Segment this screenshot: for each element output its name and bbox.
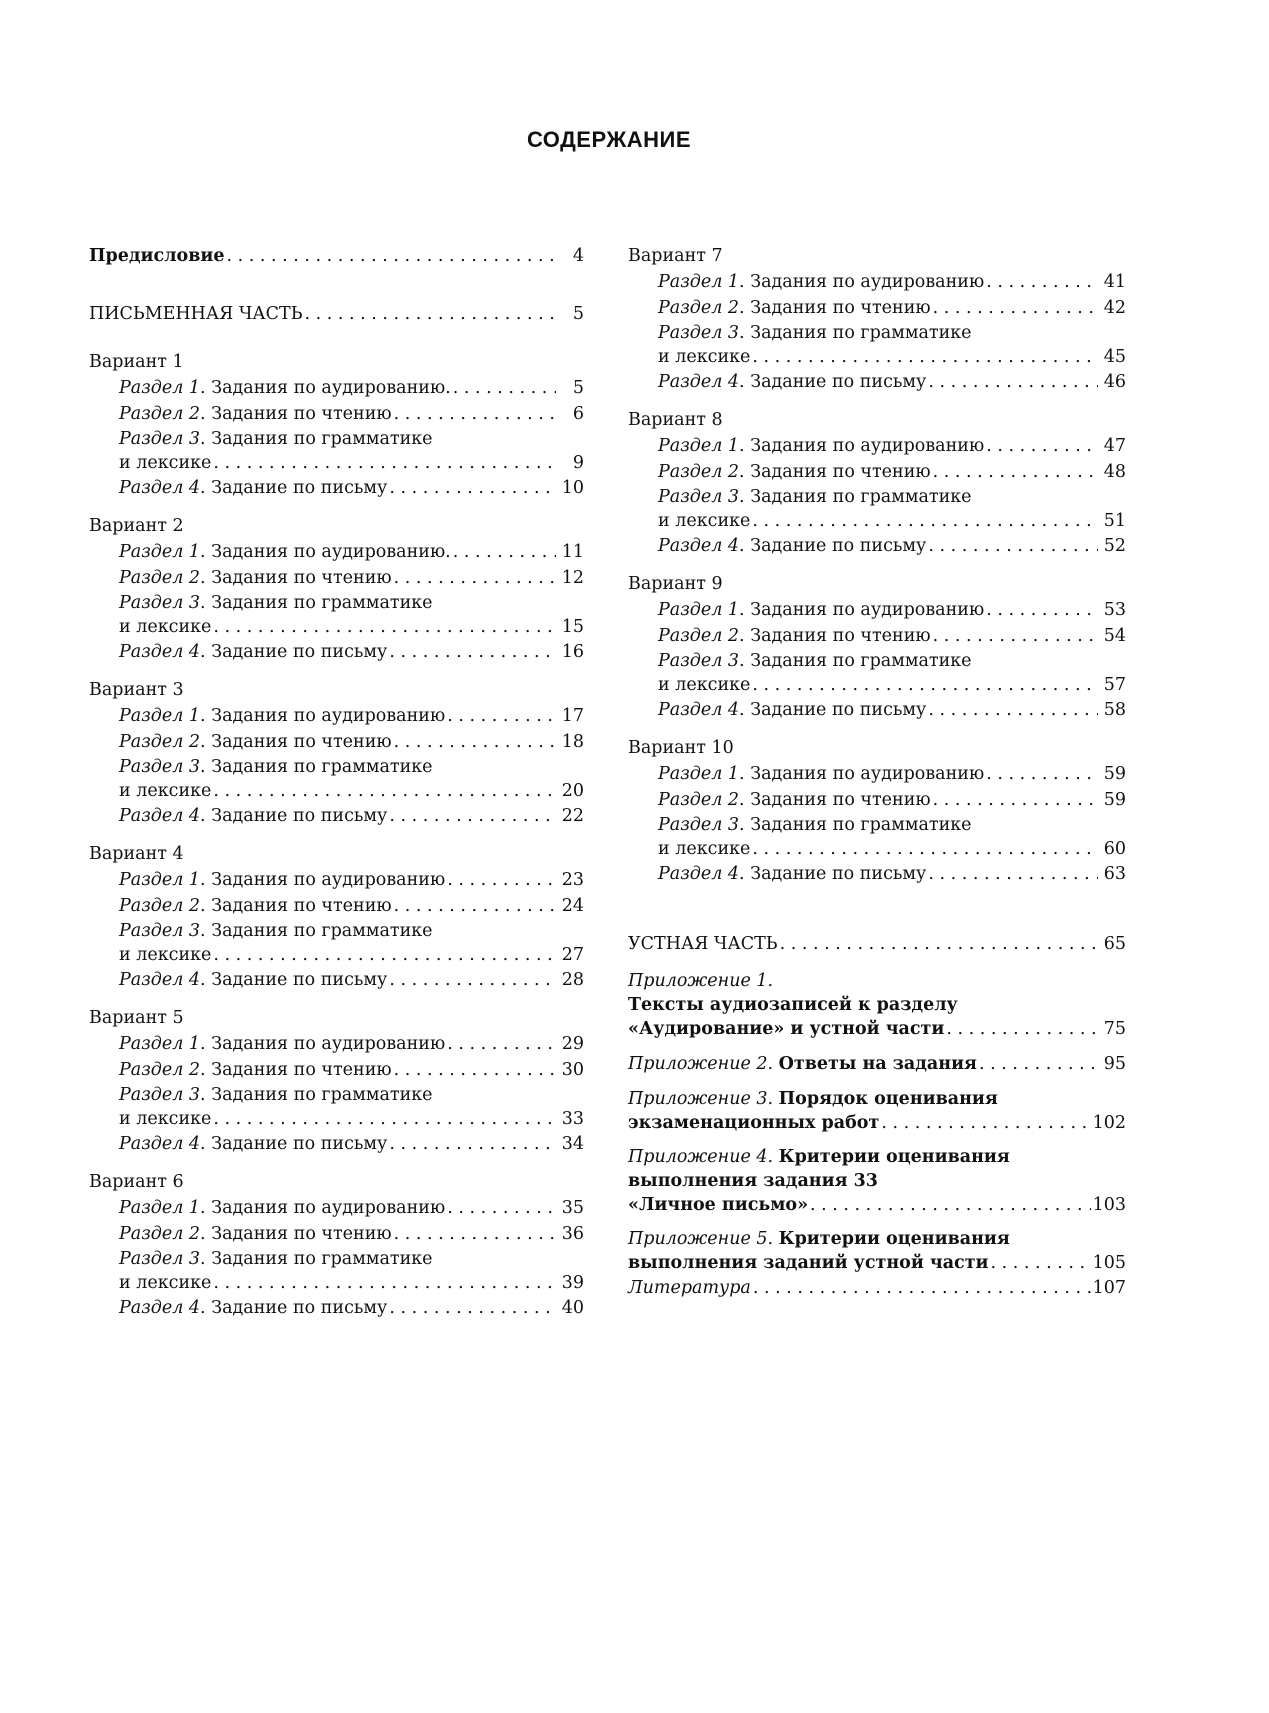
section-label: Раздел 3 — [658, 323, 740, 343]
variant-heading[interactable]: Вариант 1 — [89, 352, 184, 372]
section-title: Задание по письму — [750, 700, 927, 720]
section-label: Раздел 1 — [119, 1034, 201, 1054]
toc-page-number: 17 — [561, 706, 584, 726]
section-label: Раздел 2 — [658, 790, 740, 810]
section-title: Задания по чтению — [211, 1224, 392, 1244]
section-label: Раздел 2 — [119, 404, 201, 424]
dot-leader — [453, 375, 556, 401]
toc-page-number: 41 — [1103, 272, 1126, 292]
toc-entry-section-1[interactable]: Раздел 1. Задания по аудированию . . . 35 — [89, 1195, 584, 1221]
dot-leader — [752, 837, 1098, 863]
toc-page-number: 75 — [1103, 1019, 1126, 1039]
dot-leader — [752, 509, 1098, 535]
toc-entry-appendix-4[interactable] — [628, 1145, 1126, 1217]
dot-leader — [753, 1275, 1091, 1301]
page-title: СОДЕРЖАНИЕ — [526, 127, 692, 152]
toc-entry-section-1[interactable]: Раздел 1. Задания по аудированию . . . 59 — [628, 761, 1126, 787]
dot-leader — [780, 931, 1098, 957]
toc-entry-section-4[interactable]: Раздел 4. Задание по письму . . . 63 — [628, 861, 1126, 887]
dot-leader — [213, 779, 556, 805]
section-title: Задание по письму — [211, 1298, 388, 1318]
toc-variant-block — [628, 243, 1126, 395]
toc-page-number: 9 — [572, 453, 584, 473]
toc-page-number: 24 — [561, 896, 584, 916]
toc-entry-section-2[interactable]: Раздел 2. Задания по чтению . . . 18 — [89, 729, 584, 755]
toc-page-number: 52 — [1103, 536, 1126, 556]
toc-entry-section-4[interactable]: Раздел 4. Задание по письму . . . 58 — [628, 697, 1126, 723]
dot-leader — [933, 295, 1098, 321]
toc-page-number: 51 — [1103, 511, 1126, 531]
toc-page-number: 23 — [561, 870, 584, 890]
appendix-title-line: Тексты аудиозаписей к разделу — [628, 995, 958, 1015]
section-label: Раздел 1 — [658, 764, 740, 784]
variant-heading[interactable]: Вариант 8 — [628, 410, 723, 430]
section-title: Задания по аудированию — [750, 600, 985, 620]
section-title: Задания по чтению — [211, 732, 392, 752]
dot-leader — [447, 1031, 556, 1057]
dot-leader — [213, 1271, 556, 1297]
section-title: Задание по письму — [211, 1134, 388, 1154]
dot-leader — [394, 893, 556, 919]
section-label: Раздел 2 — [658, 462, 740, 482]
dot-leader — [447, 1195, 556, 1221]
toc-entry-oral-part[interactable] — [628, 931, 1126, 957]
section-label: Раздел 4 — [658, 536, 740, 556]
section-label: Раздел 1 — [119, 870, 201, 890]
section-title: Задания по аудированию — [211, 870, 446, 890]
dot-leader — [394, 565, 556, 591]
section-title: Задания по чтению — [750, 790, 931, 810]
dot-leader — [213, 615, 556, 641]
dot-leader — [986, 761, 1098, 787]
section-label: Раздел 3 — [119, 593, 201, 613]
toc-entry-section-2[interactable]: Раздел 2. Задания по чтению . . . 24 — [89, 893, 584, 919]
section-label: Раздел 3 — [119, 757, 201, 777]
toc-page-number: 47 — [1103, 436, 1126, 456]
toc-variant-block — [89, 993, 584, 1157]
section-title: Задания по аудированию — [750, 272, 985, 292]
toc-variant-block — [628, 559, 1126, 723]
toc-entry-section-1[interactable]: Раздел 1. Задания по аудированию. . . . 11 — [89, 539, 584, 565]
appendix-title-line: экзаменационных работ — [628, 1113, 880, 1133]
toc-page-number: 15 — [561, 617, 584, 637]
toc-entry-section-2[interactable]: Раздел 2. Задания по чтению . . . 59 — [628, 787, 1126, 813]
toc-entry-section-3[interactable]: Раздел 3. Задания по грамматике и лексике . . . 57 — [628, 649, 1126, 697]
toc-entry-section-4[interactable]: Раздел 4. Задание по письму . . . 46 — [628, 369, 1126, 395]
appendix-title-line: выполнения задания 33 — [628, 1171, 878, 1191]
section-label: Раздел 4 — [119, 642, 201, 662]
toc-page-number: 5 — [572, 304, 584, 324]
toc-entry-section-3[interactable]: Раздел 3. Задания по грамматике и лексике . . . 39 — [89, 1247, 584, 1295]
toc-entry-section-2[interactable]: Раздел 2. Задания по чтению . . . 42 — [628, 295, 1126, 321]
toc-page-number: 46 — [1103, 372, 1126, 392]
dot-leader — [928, 861, 1098, 887]
appendix-label: Приложение 1. — [628, 971, 774, 991]
dot-leader — [933, 787, 1098, 813]
toc-entry-section-4[interactable]: Раздел 4. Задание по письму . . . 52 — [628, 533, 1126, 559]
dot-leader — [928, 533, 1098, 559]
section-label: Раздел 4 — [119, 806, 201, 826]
toc-entry-section-1[interactable]: Раздел 1. Задания по аудированию . . . 41 — [628, 269, 1126, 295]
toc-entry-literature[interactable] — [628, 1275, 1126, 1301]
toc-entry-section-2[interactable]: Раздел 2. Задания по чтению . . . 48 — [628, 459, 1126, 485]
toc-entry-section-2[interactable]: Раздел 2. Задания по чтению . . . 12 — [89, 565, 584, 591]
section-label: Раздел 1 — [119, 542, 201, 562]
section-label: Раздел 1 — [658, 272, 740, 292]
variant-heading[interactable]: Вариант 3 — [89, 680, 184, 700]
toc-page-number: 33 — [561, 1109, 584, 1129]
section-title: Задания по аудированию. — [211, 378, 451, 398]
section-title: Задания по грамматике — [211, 429, 433, 449]
section-title: Задание по письму — [211, 970, 388, 990]
toc-entry-section-3[interactable]: Раздел 3. Задания по грамматике и лексике . . . 60 — [628, 813, 1126, 861]
section-title: Задание по письму — [750, 372, 927, 392]
appendix-title-line: «Личное письмо» — [628, 1195, 809, 1215]
section-title: Задания по грамматике — [211, 593, 433, 613]
dot-leader — [213, 1107, 556, 1133]
section-label: Раздел 1 — [658, 436, 740, 456]
toc-page-number: 39 — [561, 1273, 584, 1293]
toc-entry-label: УСТНАЯ ЧАСТЬ — [628, 934, 778, 954]
appendix-title-line: Критерии оценивания — [778, 1229, 1010, 1249]
section-title: и лексике — [119, 1109, 212, 1129]
section-title: Задания по чтению — [750, 298, 931, 318]
toc-page-number: 48 — [1103, 462, 1126, 482]
toc-entry-section-2[interactable]: Раздел 2. Задания по чтению . . . 36 — [89, 1221, 584, 1247]
toc-page-number: 53 — [1103, 600, 1126, 620]
toc-page-number: 22 — [561, 806, 584, 826]
appendix-label: Приложение 4. — [628, 1147, 774, 1167]
appendix-title-line: выполнения заданий устной части — [628, 1253, 989, 1273]
toc-variant-block — [628, 395, 1126, 559]
section-title: и лексике — [119, 945, 212, 965]
toc-entry-section-1[interactable]: Раздел 1. Задания по аудированию . . . 17 — [89, 703, 584, 729]
toc-entry-appendix-1[interactable] — [628, 969, 1126, 1041]
section-title: и лексике — [658, 347, 751, 367]
variant-heading[interactable]: Вариант 5 — [89, 1008, 184, 1028]
toc-page-number: 27 — [561, 945, 584, 965]
toc-page-number: 34 — [561, 1134, 584, 1154]
toc-entry-label: Литература — [628, 1278, 751, 1298]
toc-entry-section-1[interactable]: Раздел 1. Задания по аудированию . . . 23 — [89, 867, 584, 893]
dot-leader — [394, 401, 556, 427]
section-title: и лексике — [119, 781, 212, 801]
section-title: Задания по чтению — [750, 626, 931, 646]
toc-page-number: 5 — [572, 378, 584, 398]
toc-entry-section-2[interactable]: Раздел 2. Задания по чтению . . . 6 — [89, 401, 584, 427]
variant-heading[interactable]: Вариант 6 — [89, 1172, 184, 1192]
toc-entry-section-4[interactable]: Раздел 4. Задание по письму . . . 34 — [89, 1131, 584, 1157]
section-title: Задания по чтению — [211, 404, 392, 424]
section-title: Задания по аудированию. — [211, 542, 451, 562]
section-label: Раздел 2 — [119, 732, 201, 752]
toc-page-number: 20 — [561, 781, 584, 801]
section-title: Задания по аудированию — [211, 1034, 446, 1054]
toc-entry-section-4[interactable]: Раздел 4. Задание по письму . . . 28 — [89, 967, 584, 993]
section-title: Задания по аудированию — [211, 1198, 446, 1218]
section-label: Раздел 4 — [658, 700, 740, 720]
toc-variant-block — [89, 665, 584, 829]
section-title: и лексике — [119, 453, 212, 473]
dot-leader — [881, 1111, 1090, 1137]
section-title: Задания по аудированию — [211, 706, 446, 726]
section-title: Задания по чтению — [211, 896, 392, 916]
dot-leader — [986, 269, 1098, 295]
appendix-title-line: «Аудирование» и устной части — [628, 1019, 945, 1039]
dot-leader — [752, 673, 1098, 699]
section-label: Раздел 2 — [119, 1060, 201, 1080]
variant-heading[interactable]: Вариант 10 — [628, 738, 734, 758]
toc-entry-section-3[interactable]: Раздел 3. Задания по грамматике и лексике . . . 15 — [89, 591, 584, 639]
dot-leader — [453, 539, 556, 565]
section-title: и лексике — [119, 617, 212, 637]
toc-page-number: 105 — [1092, 1253, 1126, 1273]
toc-variant-block — [89, 501, 584, 665]
dot-leader — [389, 967, 556, 993]
toc-entry-section-2[interactable]: Раздел 2. Задания по чтению . . . 54 — [628, 623, 1126, 649]
section-title: Задания по грамматике — [211, 1249, 433, 1269]
toc-entry-section-3[interactable]: Раздел 3. Задания по грамматике и лексике . . . 9 — [89, 427, 584, 475]
toc-page-number: 57 — [1103, 675, 1126, 695]
toc-entry-section-3[interactable]: Раздел 3. Задания по грамматике и лексике . . . 45 — [628, 321, 1126, 369]
toc-page-number: 11 — [561, 542, 584, 562]
dot-leader — [389, 803, 556, 829]
section-title: Задания по грамматике — [211, 921, 433, 941]
variant-heading[interactable]: Вариант 7 — [628, 246, 723, 266]
toc-page-number: 29 — [561, 1034, 584, 1054]
toc-page-number: 59 — [1103, 790, 1126, 810]
toc-page-number: 65 — [1103, 934, 1126, 954]
toc-page-number: 4 — [572, 246, 584, 266]
section-label: Раздел 4 — [119, 478, 201, 498]
section-label: Раздел 3 — [658, 815, 740, 835]
section-label: Раздел 2 — [119, 896, 201, 916]
section-label: Раздел 4 — [658, 864, 740, 884]
section-title: Задания по грамматике — [750, 651, 972, 671]
section-title: Задания по чтению — [750, 462, 931, 482]
toc-left-column — [89, 243, 584, 1321]
toc-right-column — [628, 243, 1126, 1301]
section-label: Раздел 2 — [119, 568, 201, 588]
toc-page-number: 16 — [561, 642, 584, 662]
section-label: Раздел 3 — [119, 1085, 201, 1105]
toc-entry-section-4[interactable]: Раздел 4. Задание по письму . . . 10 — [89, 475, 584, 501]
section-title: и лексике — [119, 1273, 212, 1293]
toc-page-number: 36 — [561, 1224, 584, 1244]
section-label: Раздел 2 — [658, 298, 740, 318]
toc-entry-section-4[interactable]: Раздел 4. Задание по письму . . . 16 — [89, 639, 584, 665]
toc-page-number: 35 — [561, 1198, 584, 1218]
dot-leader — [213, 943, 556, 969]
toc-page-number: 28 — [561, 970, 584, 990]
dot-leader — [946, 1017, 1098, 1043]
toc-entry-section-1[interactable]: Раздел 1. Задания по аудированию . . . 29 — [89, 1031, 584, 1057]
toc-variant-block — [89, 337, 584, 501]
section-title: Задания по грамматике — [211, 757, 433, 777]
section-title: Задания по чтению — [211, 1060, 392, 1080]
toc-page-number: 30 — [561, 1060, 584, 1080]
dot-leader — [752, 345, 1098, 371]
dot-leader — [394, 1057, 556, 1083]
toc-page-number: 107 — [1092, 1278, 1126, 1298]
toc-entry-section-1[interactable]: Раздел 1. Задания по аудированию . . . 47 — [628, 433, 1126, 459]
dot-leader — [991, 1251, 1091, 1277]
section-label: Раздел 2 — [119, 1224, 201, 1244]
toc-page-number: 59 — [1103, 764, 1126, 784]
toc-page-number: 42 — [1103, 298, 1126, 318]
section-label: Раздел 1 — [119, 1198, 201, 1218]
section-label: Раздел 3 — [119, 921, 201, 941]
section-label: Раздел 3 — [119, 429, 201, 449]
toc-entry-section-3[interactable]: Раздел 3. Задания по грамматике и лексике . . . 20 — [89, 755, 584, 803]
section-title: Задания по грамматике — [750, 487, 972, 507]
dot-leader — [933, 459, 1098, 485]
dot-leader — [928, 697, 1098, 723]
section-title: Задания по грамматике — [750, 323, 972, 343]
toc-entry-section-3[interactable]: Раздел 3. Задания по грамматике и лексике . . . 33 — [89, 1083, 584, 1131]
toc-page-number: 12 — [561, 568, 584, 588]
dot-leader — [389, 639, 556, 665]
dot-leader — [389, 1131, 556, 1157]
dot-leader — [389, 1295, 556, 1321]
dot-leader — [447, 703, 556, 729]
toc-page-number: 45 — [1103, 347, 1126, 367]
dot-leader — [447, 867, 556, 893]
variant-heading[interactable]: Вариант 9 — [628, 574, 723, 594]
variant-heading[interactable]: Вариант 4 — [89, 844, 184, 864]
dot-leader — [928, 369, 1098, 395]
section-title: Задание по письму — [211, 642, 388, 662]
appendix-title-line: Порядок оценивания — [778, 1089, 998, 1109]
dot-leader — [394, 1221, 556, 1247]
section-label: Раздел 1 — [119, 378, 201, 398]
section-title: и лексике — [658, 839, 751, 859]
section-title: Задание по письму — [750, 536, 927, 556]
section-label: Раздел 3 — [658, 651, 740, 671]
dot-leader — [810, 1193, 1091, 1219]
toc-entry-appendix-2[interactable] — [628, 1051, 1126, 1077]
toc-entry-section-3[interactable]: Раздел 3. Задания по грамматике и лексике . . . 27 — [89, 919, 584, 967]
section-title: и лексике — [658, 675, 751, 695]
toc-variant-block — [89, 829, 584, 993]
section-label: Раздел 4 — [119, 1298, 201, 1318]
section-title: и лексике — [658, 511, 751, 531]
variant-heading[interactable]: Вариант 2 — [89, 516, 184, 536]
toc-page-number: 54 — [1103, 626, 1126, 646]
toc-entry-label: ПИСЬМЕННАЯ ЧАСТЬ — [89, 304, 303, 324]
section-title: Задание по письму — [211, 478, 388, 498]
toc-entry-appendix-5[interactable] — [628, 1227, 1126, 1275]
dot-leader — [933, 623, 1098, 649]
section-label: Раздел 3 — [119, 1249, 201, 1269]
toc-page-number: 6 — [572, 404, 584, 424]
toc-page-number: 60 — [1103, 839, 1126, 859]
dot-leader — [986, 597, 1098, 623]
toc-variant-block — [628, 723, 1126, 887]
toc-entry-section-4[interactable]: Раздел 4. Задание по письму . . . 22 — [89, 803, 584, 829]
section-title: Задания по аудированию — [750, 436, 985, 456]
toc-entry-appendix-3[interactable] — [628, 1087, 1126, 1135]
dot-leader — [389, 475, 556, 501]
dot-leader — [213, 451, 556, 477]
toc-page-number: 40 — [561, 1298, 584, 1318]
toc-page-number: 102 — [1092, 1113, 1126, 1133]
section-label: Раздел 1 — [119, 706, 201, 726]
toc-page-number: 10 — [561, 478, 584, 498]
appendix-label: Приложение 2. — [628, 1054, 774, 1074]
toc-entry-preface[interactable] — [89, 243, 584, 269]
section-title: Задания по грамматике — [750, 815, 972, 835]
dot-leader — [305, 301, 556, 327]
section-title: Задания по аудированию — [750, 764, 985, 784]
section-label: Раздел 1 — [658, 600, 740, 620]
section-label: Раздел 4 — [119, 1134, 201, 1154]
section-label: Раздел 3 — [658, 487, 740, 507]
toc-entry-section-1[interactable]: Раздел 1. Задания по аудированию . . . 53 — [628, 597, 1126, 623]
dot-leader — [394, 729, 556, 755]
section-title: Задание по письму — [750, 864, 927, 884]
toc-page-number: 58 — [1103, 700, 1126, 720]
section-label: Раздел 4 — [119, 970, 201, 990]
toc-entry-section-1[interactable]: Раздел 1. Задания по аудированию. . . . 5 — [89, 375, 584, 401]
appendix-label: Приложение 3. — [628, 1089, 774, 1109]
appendix-title-line: Критерии оценивания — [778, 1147, 1010, 1167]
toc-entry-section-4[interactable]: Раздел 4. Задание по письму . . . 40 — [89, 1295, 584, 1321]
section-title: Задания по чтению — [211, 568, 392, 588]
toc-page-number: 95 — [1103, 1054, 1126, 1074]
section-title: Задание по письму — [211, 806, 388, 826]
dot-leader — [979, 1051, 1098, 1077]
toc-entry-written-part[interactable] — [89, 301, 584, 327]
appendix-label: Приложение 5. — [628, 1229, 774, 1249]
section-label: Раздел 2 — [658, 626, 740, 646]
toc-variant-block — [89, 1157, 584, 1321]
toc-page-number: 103 — [1092, 1195, 1126, 1215]
toc-entry-section-3[interactable]: Раздел 3. Задания по грамматике и лексике . . . 51 — [628, 485, 1126, 533]
dot-leader — [986, 433, 1098, 459]
appendix-title-line: Ответы на задания — [778, 1054, 977, 1074]
toc-page-number: 63 — [1103, 864, 1126, 884]
toc-entry-section-2[interactable]: Раздел 2. Задания по чтению . . . 30 — [89, 1057, 584, 1083]
section-title: Задания по грамматике — [211, 1085, 433, 1105]
section-label: Раздел 4 — [658, 372, 740, 392]
toc-page-number: 18 — [561, 732, 584, 752]
dot-leader — [226, 243, 556, 269]
toc-entry-label: Предисловие — [89, 246, 225, 266]
